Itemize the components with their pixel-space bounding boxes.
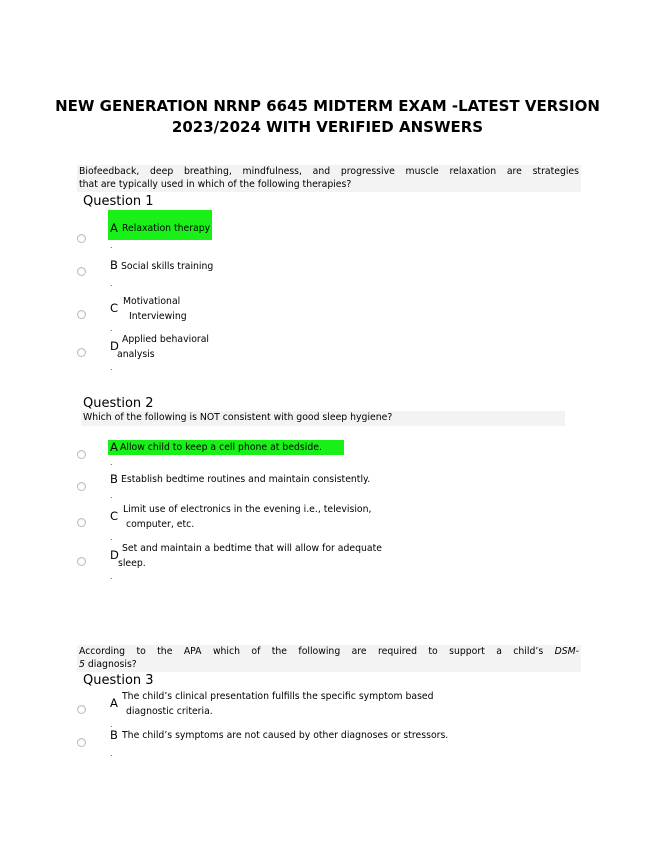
q1-option-b-radio[interactable] — [77, 267, 86, 276]
question-3-stem-line-1 — [79, 646, 579, 659]
question-3-stem-line-2 — [79, 659, 579, 672]
option-dot: . — [110, 491, 113, 500]
q2-option-c-radio[interactable] — [77, 518, 86, 527]
q3-option-a-text[interactable] — [122, 689, 434, 719]
q1-option-a-letter: A — [110, 221, 118, 235]
q2-option-d-letter: D — [110, 548, 119, 562]
q3-option-a-letter: A — [110, 696, 118, 710]
question-1-stem — [77, 165, 581, 192]
q2-option-d-line-2: sleep. — [118, 558, 146, 569]
q3-option-b-text[interactable] — [122, 728, 448, 743]
document-title — [40, 96, 615, 138]
q3-option-a-line-1: The child’s clinical presentation fulfills the specific symptom based — [122, 691, 434, 702]
q1-option-a-line-1: Relaxation therapy — [122, 223, 211, 234]
q1-option-c-text[interactable] — [123, 294, 187, 324]
title-line-2: 2023/2024 WITH VERIFIED ANSWERS — [171, 118, 484, 136]
q1-option-c-radio[interactable] — [77, 310, 86, 319]
q2-option-b-line-1: Establish bedtime routines and maintain consistently. — [121, 474, 371, 485]
q1-option-d-line-2: analysis — [117, 349, 155, 360]
option-dot: . — [110, 363, 113, 372]
q2-option-d-radio[interactable] — [77, 557, 86, 566]
q1-option-c-letter: C — [110, 301, 119, 315]
q2-option-d-text[interactable] — [118, 541, 382, 571]
q1-option-c-line-1: Motivational — [123, 296, 181, 307]
question-3-stem — [77, 645, 581, 672]
q1-option-d-radio[interactable] — [77, 348, 86, 357]
q2-option-a-line-1: Allow child to keep a cell phone at bedside. — [120, 442, 322, 453]
q1-option-c-line-2: Interviewing — [129, 311, 187, 322]
q1-option-d-text[interactable] — [117, 332, 209, 362]
q1-option-d-letter: D — [110, 339, 119, 353]
q2-option-b-letter: B — [110, 472, 118, 486]
q3-option-a-radio[interactable] — [77, 705, 86, 714]
question-1-stem-line-2: that are typically used in which of the following therapies? — [79, 178, 352, 190]
q1-option-b-letter: B — [110, 258, 118, 272]
option-dot: . — [110, 572, 113, 581]
q3-option-b-radio[interactable] — [77, 738, 86, 747]
question-3-stem-line-1-text: According to the APA which of the following are required to support a child’s — [79, 646, 555, 657]
option-dot: . — [110, 241, 113, 250]
option-dot: . — [110, 279, 113, 288]
question-3-label: Question 3 — [83, 673, 154, 688]
option-dot: . — [110, 720, 113, 729]
question-3-stem-dsm-5: 5 — [79, 658, 85, 670]
q2-option-a-radio[interactable] — [77, 450, 86, 459]
q2-option-c-text[interactable] — [123, 502, 371, 532]
q1-option-b-line-1: Social skills training — [121, 261, 214, 272]
q2-option-a-text[interactable] — [120, 440, 322, 455]
question-1-label: Question 1 — [83, 194, 154, 209]
question-2-stem — [81, 411, 565, 426]
q2-option-a-letter: A — [110, 440, 118, 454]
q3-option-b-letter: B — [110, 728, 118, 742]
question-2-label: Question 2 — [83, 396, 154, 411]
question-2-stem-line-1: Which of the following is NOT consistent with good sleep hygiene? — [83, 412, 393, 423]
q1-option-b-text[interactable] — [121, 259, 213, 274]
option-dot: . — [110, 533, 113, 542]
q1-option-a-radio[interactable] — [77, 234, 86, 243]
option-dot: . — [110, 749, 113, 758]
q2-option-d-line-1: Set and maintain a bedtime that will allow for adequate — [122, 543, 382, 554]
q1-option-a-text[interactable] — [122, 221, 210, 236]
q2-option-b-radio[interactable] — [77, 482, 86, 491]
q3-option-b-line-1: The child’s symptoms are not caused by other diagnoses or stressors. — [122, 730, 449, 741]
q2-option-b-text[interactable] — [121, 472, 370, 487]
option-dot: . — [110, 458, 113, 467]
q2-option-c-line-1: Limit use of electronics in the evening i.e., television, — [123, 504, 372, 515]
q2-option-c-line-2: computer, etc. — [126, 519, 195, 530]
q1-option-d-line-1: Applied behavioral — [122, 334, 209, 345]
question-1-stem-line-1: Biofeedback, deep breathing, mindfulness, and progressive muscle relaxation are strategies — [79, 166, 579, 177]
title-line-1: NEW GENERATION NRNP 6645 MIDTERM EXAM -LATEST VERSION — [55, 97, 600, 115]
q3-option-a-line-2: diagnostic criteria. — [126, 706, 213, 717]
question-3-stem-dsm: DSM- — [554, 646, 579, 657]
question-3-stem-line-2-text: diagnosis? — [84, 658, 137, 670]
option-dot: . — [110, 324, 113, 333]
q2-option-c-letter: C — [110, 509, 119, 523]
